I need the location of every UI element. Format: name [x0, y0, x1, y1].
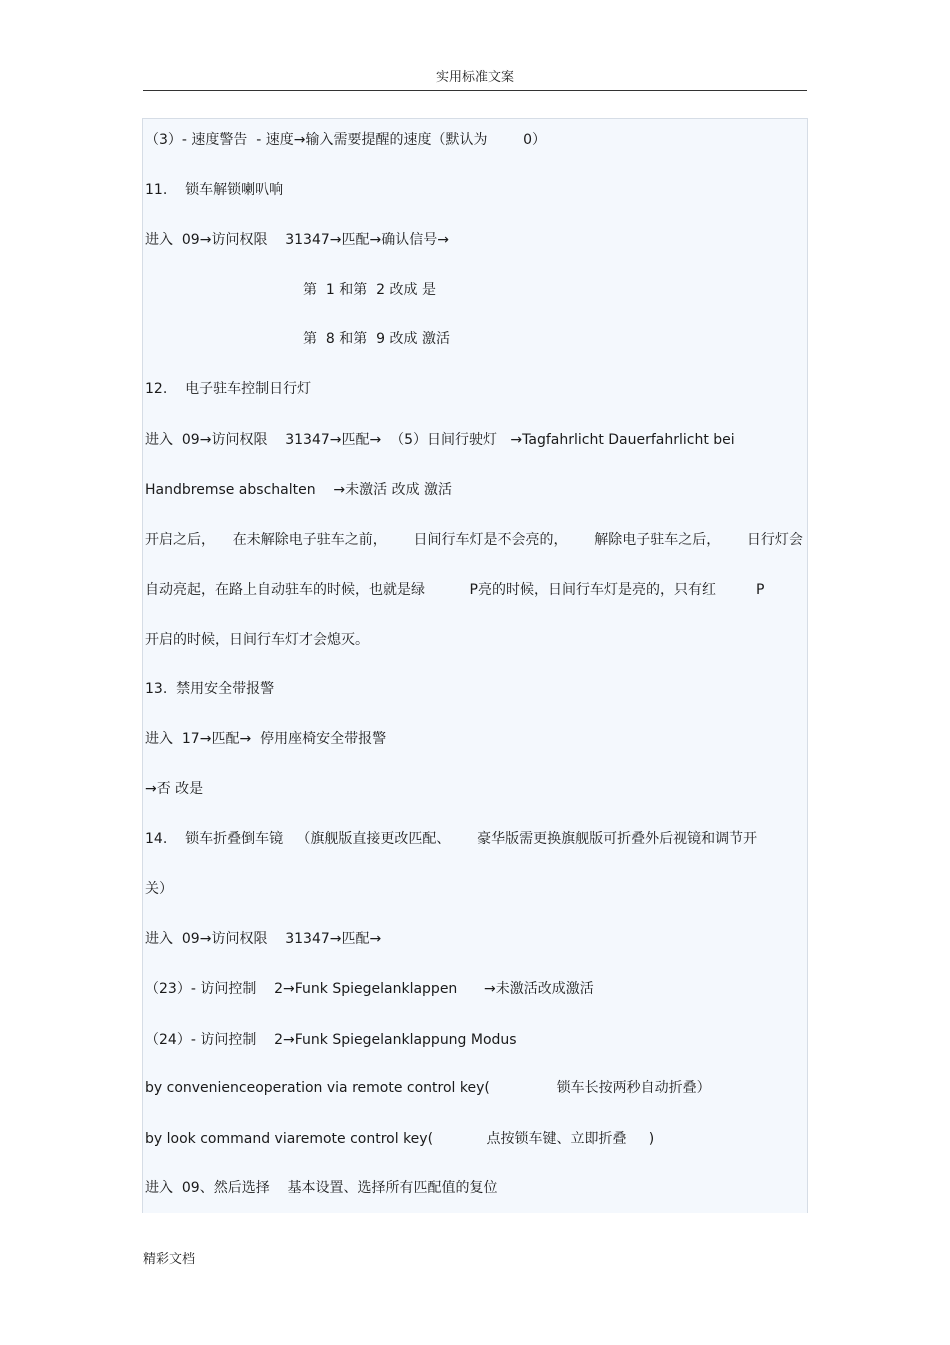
line-11-change-1-2: 第 1 和第 2 改成 是 [303, 282, 436, 298]
line-14-option-look: by look command viaremote control key( 点按锁车键、立即折叠 ) [145, 1131, 655, 1147]
line-14-item-23: （23）- 访问控制 2→Funk Spiegelanklappen →未激活改成激活 [145, 981, 594, 997]
page-footer-label: 精彩文档 [143, 1252, 196, 1267]
content-box [142, 118, 808, 1213]
line-12-desc-2: 自动亮起，在路上自动驻车的时候，也就是绿 P亮的时候，日间行车灯是亮的，只有红 P [145, 582, 765, 598]
line-13-change: →否 改是 [145, 781, 204, 797]
heading-13: 13. 禁用安全带报警 [145, 681, 275, 697]
heading-14-cont: 关） [145, 881, 173, 897]
heading-11: 11. 锁车解锁喇叭响 [145, 182, 284, 198]
page-header-title: 实用标准文案 [435, 70, 514, 85]
heading-12: 12. 电子驻车控制日行灯 [145, 381, 312, 397]
line-12-handbrake: Handbremse abschalten →未激活 改成 激活 [145, 482, 453, 498]
header-divider [143, 90, 807, 91]
heading-14: 14. 锁车折叠倒车镜 （旗舰版直接更改匹配、 豪华版需更换旗舰版可折叠外后视镜和调节开 [145, 831, 758, 847]
line-14-access: 进入 09→访问权限 31347→匹配→ [145, 931, 382, 947]
line-11-change-8-9: 第 8 和第 9 改成 激活 [303, 331, 450, 347]
line-14-option-convenience: by convenienceoperation via remote control key( 锁车长按两秒自动折叠） [145, 1080, 711, 1096]
line-12-desc-1: 开启之后， 在未解除电子驻车之前， 日间行车灯是不会亮的， 解除电子驻车之后， 日行灯会 [145, 532, 803, 548]
line-13-access: 进入 17→匹配→ 停用座椅安全带报警 [145, 731, 387, 747]
line-14-item-24: （24）- 访问控制 2→Funk Spiegelanklappung Modus [145, 1032, 517, 1048]
line-11-access: 进入 09→访问权限 31347→匹配→确认信号→ [145, 232, 449, 248]
line-12-desc-3: 开启的时候，日间行车灯才会熄灭。 [145, 632, 369, 648]
line-speed-warning: （3）- 速度警告 - 速度→输入需要提醒的速度（默认为 0） [145, 132, 547, 148]
line-reset: 进入 09、然后选择 基本设置、选择所有匹配值的复位 [145, 1180, 498, 1196]
line-12-access: 进入 09→访问权限 31347→匹配→ （5）日间行驶灯 →Tagfahrlicht Dauerfahrlicht bei [145, 432, 735, 448]
